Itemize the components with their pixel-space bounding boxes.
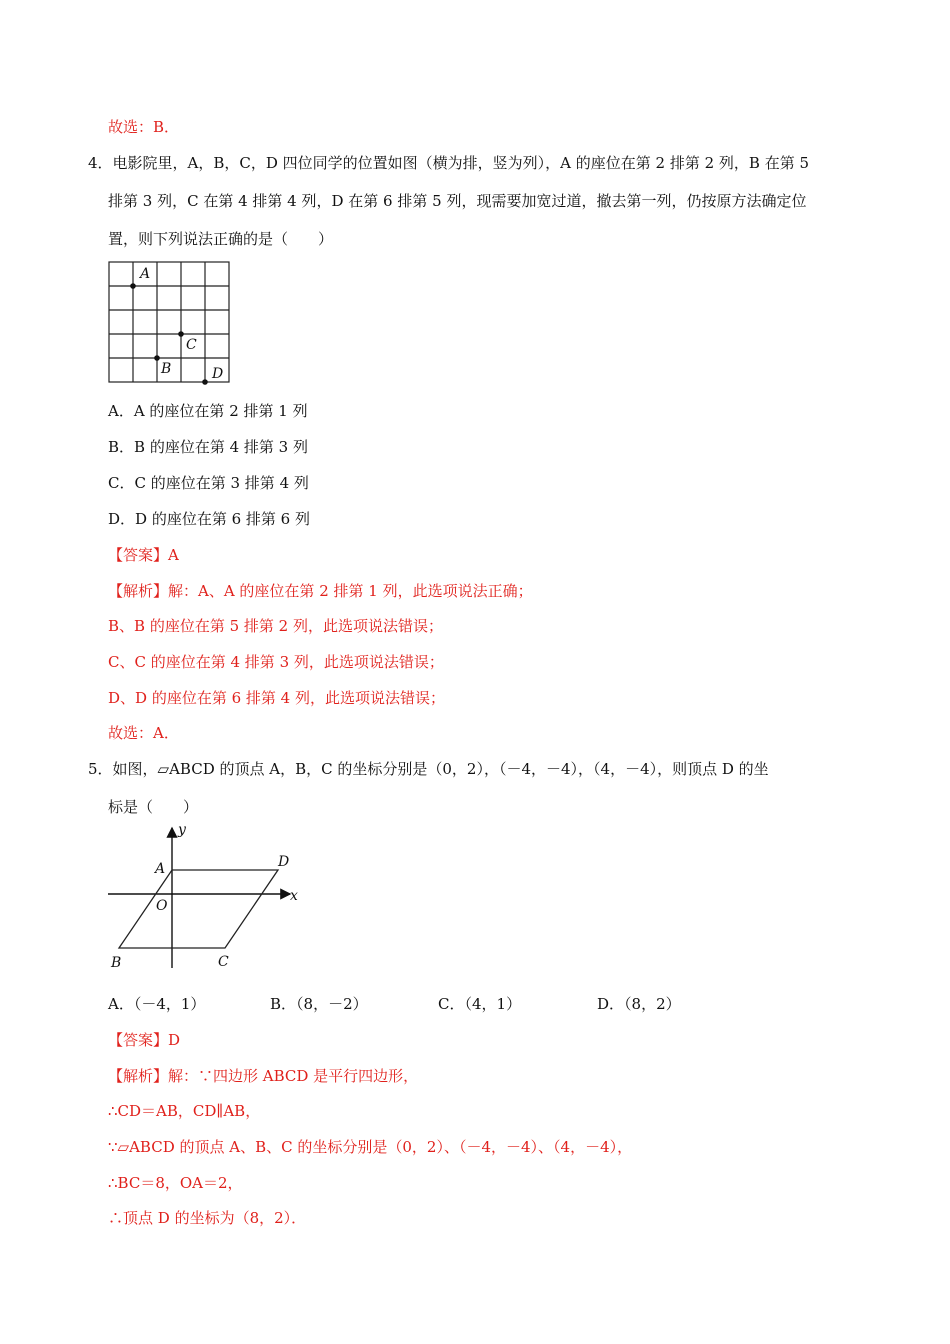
q5-stem-line-2: 标是（ ） (108, 798, 199, 816)
q4-analysis-line-1: 【解析】解：A、A 的座位在第 2 排第 1 列，此选项说法正确； (108, 582, 533, 600)
vertex-label-d: D (278, 854, 290, 870)
origin-label: O (156, 898, 168, 914)
seat-point-b (154, 355, 160, 361)
q5-analysis-conclusion: ∴顶点 D 的坐标为（8，2）． (108, 1209, 307, 1227)
seat-label-d: D (212, 366, 224, 382)
seat-point-a (130, 283, 136, 289)
q4-analysis-conclusion: 故选：A． (108, 724, 179, 742)
q4-option-b: B．B 的座位在第 4 排第 3 列 (108, 438, 308, 456)
seat-label-b: B (161, 361, 172, 377)
q5-stem-line-1: 5．如图，▱ABCD 的顶点 A，B，C 的坐标分别是（0，2），（－4，－4），（4，－4），则顶点 D 的坐 (88, 760, 769, 778)
q4-answer: 【答案】A (108, 546, 179, 564)
q4-analysis-line-2: B、B 的座位在第 5 排第 2 列，此选项说法错误； (108, 617, 443, 635)
q4-option-d: D．D 的座位在第 6 排第 6 列 (108, 510, 310, 528)
q4-option-c: C．C 的座位在第 3 排第 4 列 (108, 474, 309, 492)
vertex-label-b: B (111, 955, 122, 971)
seat-grid-figure (100, 256, 240, 386)
seat-point-d (202, 379, 208, 385)
previous-answer-conclusion: 故选：B． (108, 118, 180, 136)
q5-option-d: D．（8，2） (597, 995, 681, 1013)
q4-stem-line-3: 置，则下列说法正确的是（ ） (108, 230, 334, 248)
seat-point-c (178, 331, 184, 337)
q4-stem-line-2: 排第 3 列，C 在第 4 排第 4 列，D 在第 6 排第 5 列，现需要加宽过道，撤去第一列，仍按原方法确定位 (108, 192, 807, 210)
q4-option-a: A．A 的座位在第 2 排第 1 列 (108, 402, 308, 420)
q4-analysis-line-4: D、D 的座位在第 6 排第 4 列，此选项说法错误； (108, 689, 445, 707)
q5-analysis-line-4: ∴BC＝8，OA＝2， (108, 1174, 243, 1192)
q5-option-a: A．（－4，1） (108, 995, 206, 1013)
q4-analysis-line-3: C、C 的座位在第 4 排第 3 列，此选项说法错误； (108, 653, 444, 671)
q5-analysis-line-3: ∵▱ABCD 的顶点 A、B、C 的坐标分别是（0，2）、（－4，－4）、（4，－4）， (108, 1138, 633, 1156)
x-axis-label: x (290, 888, 298, 904)
seat-label-c: C (186, 337, 197, 353)
q5-answer: 【答案】D (108, 1031, 181, 1049)
vertex-label-c: C (218, 954, 229, 970)
seat-label-a: A (140, 266, 151, 282)
y-axis-label: y (178, 822, 186, 838)
q5-analysis-line-2: ∴CD＝AB，CD∥AB， (108, 1102, 261, 1120)
parallelogram-abcd (119, 870, 278, 948)
vertex-label-a: A (155, 861, 166, 877)
q4-stem-line-1: 4．电影院里，A，B，C，D 四位同学的位置如图（横为排，竖为列），A 的座位在第 2 排第 2 列，B 在第 5 (88, 154, 810, 172)
parallelogram-figure (100, 820, 310, 975)
q5-option-b: B．（8，－2） (270, 995, 368, 1013)
q5-option-c: C．（4，1） (438, 995, 522, 1013)
q5-analysis-line-1: 【解析】解：∵四边形 ABCD 是平行四边形， (108, 1067, 419, 1085)
